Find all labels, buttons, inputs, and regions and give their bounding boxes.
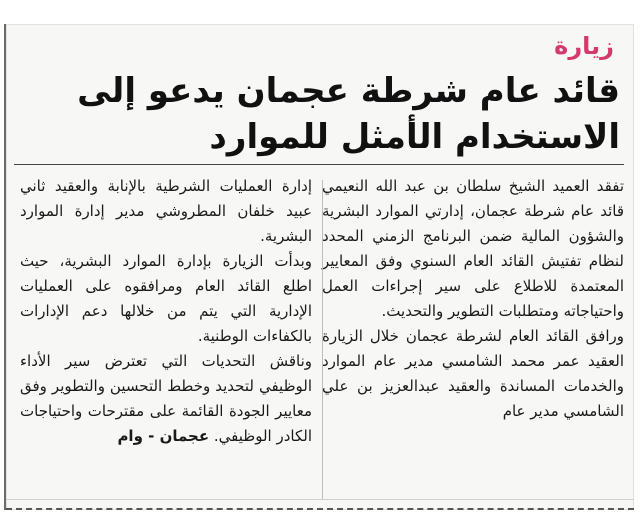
article-paragraph-last <box>20 349 312 449</box>
article-paragraph: وناقش التحديات التي تعترض سير الأداء الوظيفي لتحديد وخطط التحسين والتطوير وفق معايير الجودة القائمة على مقترحات واحتياجات الكادر الوظيفي. <box>20 352 312 445</box>
headline-rule <box>14 164 624 165</box>
article-signature: عجمان - وام <box>117 427 210 445</box>
section-label: زيارة <box>554 32 614 60</box>
article-paragraph: إدارة العمليات الشرطية بالإنابة والعقيد ثاني عبيد خلفان المطروشي مدير إدارة الموارد البشرية. <box>20 177 312 245</box>
headline: قائد عام شرطة عجمان يدعو إلى الاستخدام الأمثل للموارد <box>77 71 620 157</box>
article-paragraph: ورافق القائد العام لشرطة عجمان خلال الزيارة العقيد عمر محمد الشامسي مدير عام الموارد والخدمات المساندة والعقيد عبدالعزيز بن علي الشامسي مدير عام <box>322 327 624 420</box>
article-paragraph: تفقد العميد الشيخ سلطان بن عبد الله النعيمي قائد عام شرطة عجمان، إدارتي الموارد البشرية والشؤون المالية ضمن البرنامج الزمني المحدد لنظام تفتيش القائد العام السنوي وفق المعايير المعتمدة للاطلاع على سير إجراءات العمل واحتياجاته ومتطلبات التطوير والتحديث. <box>322 177 624 320</box>
article-column-right <box>322 174 624 424</box>
article-column-left <box>20 174 312 449</box>
column-divider <box>322 180 323 500</box>
newspaper-clipping <box>4 24 634 510</box>
article-paragraph: وبدأت الزيارة بإدارة الموارد البشرية، حيث اطلع القائد العام ومرافقوه على العمليات الإدارية التي يتم من خلالها دعم الإدارات بالكفاءات الوطنية. <box>20 252 312 345</box>
